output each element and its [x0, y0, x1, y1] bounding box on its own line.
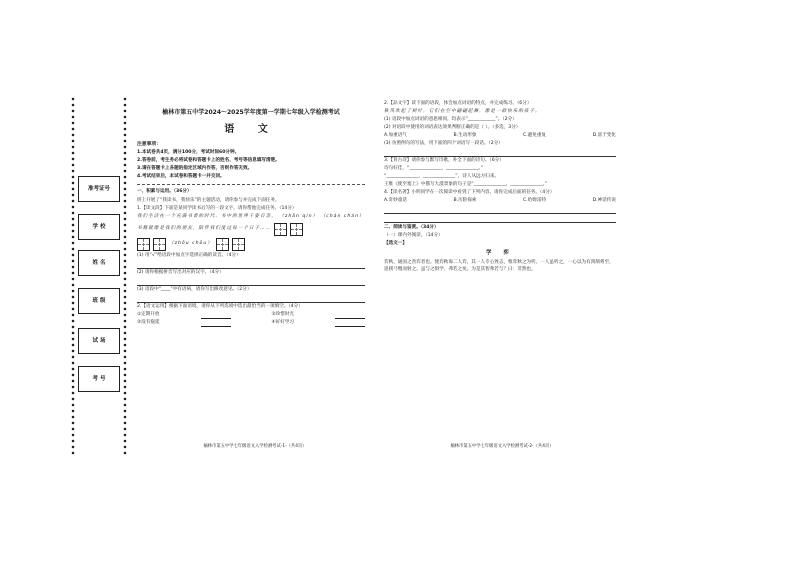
option[interactable]: D.富于变化 — [592, 133, 616, 139]
answer-line[interactable] — [137, 295, 365, 303]
binding-dots-right — [122, 96, 128, 456]
exam-number-box: 考 号 — [78, 366, 120, 392]
options-row — [137, 320, 365, 327]
option[interactable]: ③没有拖延 — [137, 319, 160, 325]
tian-grid-row: 书籍就像是我们的朋友，陪伴我们度过每一个日子…… — [137, 223, 365, 236]
answer-line[interactable] — [384, 206, 616, 214]
answer-line[interactable] — [137, 278, 365, 286]
char-grid-box[interactable] — [290, 223, 303, 236]
class-box: 班 级 — [78, 288, 120, 314]
pinyin-b: （chán chán） — [320, 214, 365, 220]
pinyin-a: （zhān qín） — [279, 214, 319, 220]
binding-margin — [66, 96, 130, 456]
right-page-footer: 榆林市第五中学七年级语文入学检测考试-2-（共4页） — [450, 444, 554, 449]
excerpt-title: 学 弈 — [486, 250, 514, 257]
option[interactable]: C.哈姆雷特 — [523, 198, 547, 204]
notes-heading: 注意事项： — [137, 142, 161, 148]
exam-subject-title: 语 文 — [224, 123, 278, 135]
sub-question: (3) 语段中“____”中有语病，请你写出修改意见。（2分） — [137, 286, 252, 292]
question-4: 4.【读名著】小明同学在一次阅读中看到了下列内容，请你完成后面的任务。（4分） — [384, 190, 555, 196]
char-grid-box[interactable] — [232, 238, 245, 251]
sub-question: (3) 仿照例句的写法，用下面的四个词语写一段话。（2分） — [384, 140, 503, 146]
sub-question: (2) 对语段中使用的词语表达效果判断正确的是（ ）。（多选，3分） — [384, 125, 521, 131]
pinyin-c: （zhōu chōu） — [169, 240, 213, 246]
char-grid-box[interactable] — [153, 238, 166, 251]
option[interactable]: ④好好学习 — [271, 319, 294, 325]
school-box: 学 校 — [78, 214, 120, 240]
char-grid-box[interactable] — [216, 238, 229, 251]
answer-line[interactable] — [384, 215, 616, 223]
question-2-right: 2.【品文字】读下面的语段，体会加点词语的特点，并完成练习。（6分） — [384, 101, 532, 106]
note-item: 4.考试结束后，本试卷和答题卡一并交回。 — [137, 173, 225, 179]
note-item: 2.答卷前，考生务必将试卷和答题卡上的姓名、考号等信息填写清楚。 — [137, 157, 280, 163]
poem-line: 王维《使至塞上》中描写大漠景象的句子是“______________，______________。” — [384, 182, 548, 188]
note-item: 3.请在答题卡上各题的指定区域内作答，否则作答无效。 — [137, 165, 253, 171]
option[interactable]: B.历险探索 — [453, 198, 477, 204]
exam-room-box: 试 场 — [78, 328, 120, 354]
tian-grid-row — [137, 238, 365, 251]
char-grid-box[interactable] — [274, 223, 287, 236]
sub-question: (1) 语段中加点词语的意思相同，均表示“____________”。（2分） — [384, 117, 517, 123]
left-page-footer: 榆林市第五中学七年级语文入学检测考试-1-（共4页） — [203, 444, 307, 449]
right-page — [384, 101, 616, 275]
question-2: 2.【语文运用】根据下面语境，请你从下列选项中选出最恰当的一项填空。（4分） — [137, 303, 303, 309]
note-item: 1.本试卷共4页，满分100分，考试时间60分钟。 — [137, 150, 240, 156]
divider — [137, 184, 365, 185]
activity-intro: 班上开展了“我读书，我快乐”的主题活动，请你参与并完成下面任务。 — [137, 197, 280, 203]
reading-passage: 秋风吹起了树叶，它们在空中翩翩起舞，像是一群快乐的孩子。 — [384, 109, 541, 115]
option[interactable]: C.避免重复 — [523, 133, 547, 139]
question-1: 1.【读文段】下面是某同学读书后写的一段文字，请你帮他完成任务。（14分） — [137, 206, 297, 212]
poem-line: “______________，______________”，诗人从远方归来。 — [384, 173, 500, 179]
exam-top-title: 榆林市第五中学2024～2025学年度第一学期七年级入学检测考试 — [162, 109, 340, 116]
sub-question: (1) 用“√”给语段中加点字选择正确的读音。（4分） — [137, 252, 241, 258]
char-grid-box[interactable] — [137, 238, 150, 251]
binding-dots-left — [70, 96, 76, 456]
options-row — [137, 312, 365, 319]
section-2-sub: （一）课内外阅读，（14分） — [384, 233, 443, 239]
sub-question: (2) 请你根据拼音写出对应的汉字。（4分） — [137, 269, 224, 275]
answer-line[interactable] — [137, 261, 365, 269]
option[interactable]: B.生动形象 — [453, 133, 477, 139]
option[interactable]: ②珍惜时光 — [271, 311, 294, 317]
section-2-heading: 二、阅读与鉴赏。（34分） — [384, 224, 439, 230]
excerpt-label: 【选文一】 — [384, 241, 407, 247]
options-row — [384, 133, 616, 140]
excerpt-text: 弈秋，通国之善弈者也。使弈秋诲二人弈，其一人专心致志，惟弈秋之为听。一人虽听之，一心以为有鸿鹄将至，思援弓缴而射之。虽与之俱学，弗若之矣。为是其智弗若与？曰：非然也。 — [384, 259, 614, 272]
poem-line: 诗句好佳，“______________，______________。” — [384, 165, 483, 171]
option[interactable]: A.加重语气 — [384, 133, 407, 139]
left-page — [137, 101, 365, 328]
option[interactable]: D.神话传说 — [592, 198, 616, 204]
admission-number-box: 准考证号 — [78, 176, 120, 202]
passage-line: 我们生活在一个充满书香的时代，书中的世界千姿百态。 （zhān qín） （chán chán） — [137, 214, 365, 220]
name-box: 姓 名 — [78, 250, 120, 276]
options-row — [384, 198, 616, 205]
section-1-heading: 一、积累与运用。（36分） — [137, 189, 192, 195]
option[interactable]: A.奇妙童话 — [384, 198, 407, 204]
question-3: 3.【背古诗】请你参与默写诗歌，补全下面的诗句。（6分） — [384, 157, 504, 163]
option[interactable]: ①定期开放 — [137, 311, 160, 317]
answer-line[interactable] — [384, 149, 616, 157]
